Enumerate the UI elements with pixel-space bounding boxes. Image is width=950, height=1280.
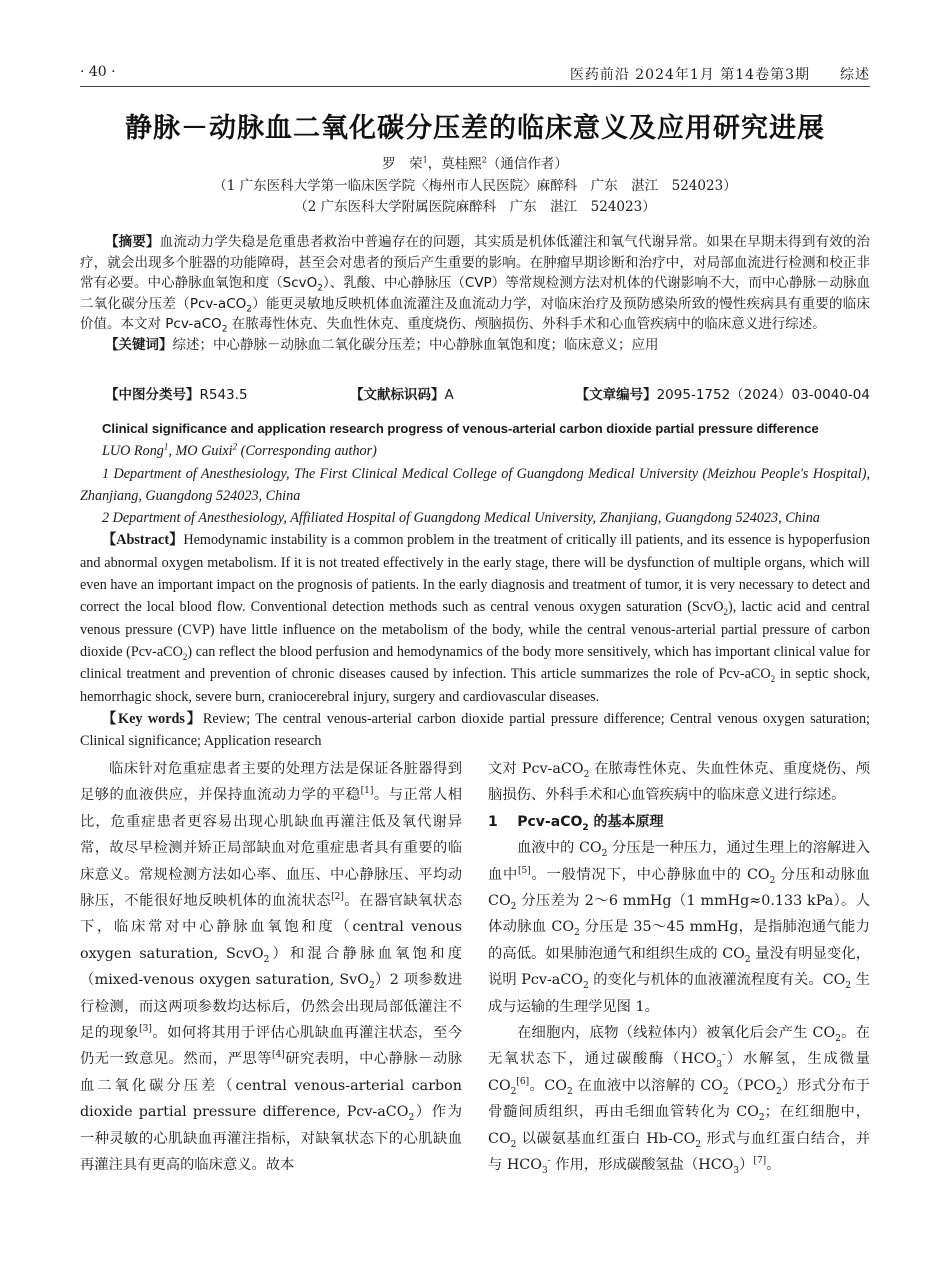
citation: [4]: [272, 1050, 285, 1061]
subscript: 2: [695, 1139, 702, 1150]
body-paragraph: [488, 756, 870, 809]
subscript: 2: [722, 1086, 729, 1097]
body-text: 。与正常人相比，危重症患者更容易出现心肌缺血再灌注低及氧代谢异常，故尽早检测并矫正局部缺血对危重症患者具有重要的临床意义。常规检测方法如心率、血压、中心静脉压、平均动脉压，不能很好地反映机体的血流状态: [80, 787, 463, 910]
authors-cn: [80, 154, 870, 174]
section-title: 的基本原理: [588, 813, 664, 830]
subscript: 2: [845, 981, 852, 992]
subscript: 2: [182, 651, 188, 662]
citation: [7]: [753, 1156, 767, 1167]
subscript: 2: [368, 981, 375, 992]
subscript: 2: [776, 1086, 782, 1097]
body-text: 。如何将其用于评估心肌缺血再灌注状态，至今仍无一致意见。然而，严思等: [80, 1025, 463, 1068]
body-text: ）和混合静脉血氧饱和度（mixed-venous oxygen saturation, SvO: [80, 945, 463, 989]
superscript: -: [722, 1050, 726, 1061]
clc-number: [105, 383, 248, 403]
body-text: 分压和动脉血 CO: [488, 866, 871, 910]
english-abstract-text: ) can reflect the blood perfusion and hemodynamics of the body more sensitively, which has important clinical value for clinical treatment and prevention of chronic diseases caused by infection. This article summarizes the role of Pcv-aCO: [80, 643, 870, 683]
english-title: Clinical significance and application research progress of venous-arterial carbon dioxide partial pressure difference: [102, 421, 819, 436]
english-author-1: LUO Rong: [102, 443, 164, 460]
author-2-affil-mark: 2: [481, 155, 487, 165]
subscript: 2: [317, 283, 324, 294]
citation: [5]: [518, 865, 531, 876]
english-abstract-text: in septic shock, hemorrhagic shock, severe burn, craniocerebral injury, surgery and cardiovascular diseases.: [80, 666, 870, 705]
clc-label: 【中图分类号】: [105, 387, 200, 403]
abstract-cn-text: 血流动力学失稳是危重患者救治中普遍存在的问题，其实质是机体低灌注和氧气代谢异常。如果在早期未得到有效的治疗，就会出现多个脏器的功能障碍，甚至会对患者的预后产生重要的影响。在肿瘤早期诊断和治疗中，对局部血流进行检测和校正非常有必要。中心静脉血氧饱和度（ScvO: [80, 234, 871, 292]
doc-code: [350, 383, 454, 403]
body-text: ）2 项参数进行检测，而这两项参数均达标后，仍然会出现局部低灌注不足的现象: [80, 972, 462, 1042]
clc-value: R543.5: [199, 387, 248, 403]
citation: [6]: [516, 1077, 530, 1088]
article-number-value: 2095-1752（2024）03-0040-04: [656, 387, 870, 403]
citation: [1]: [360, 786, 374, 797]
subscript: 2: [744, 954, 751, 965]
subscript: 2: [758, 1113, 765, 1124]
body-left-column: [80, 756, 462, 1179]
citation: [2]: [331, 892, 344, 903]
body-text: 。: [766, 1157, 781, 1174]
doc-value: A: [444, 387, 454, 403]
author-2: ，莫桂熙: [427, 156, 482, 172]
body-text: ）水解氢，生成微量 CO: [488, 1051, 870, 1094]
english-abstract-block: [80, 418, 870, 752]
body-text: 作用，形成碳酸氢盐（HCO: [550, 1157, 734, 1174]
body-text: 研究表明，中心静脉－动脉血二氧化碳分压差（central venous-arterial carbon dioxide partial pressure difference, Pcv-aCO: [80, 1051, 463, 1121]
body-text: ）作为一种灵敏的心肌缺血再灌注指标，对缺氧状态下的心肌缺血再灌注具有更高的临床意义。故本: [80, 1104, 462, 1174]
body-text: ；在红细胞中，CO: [488, 1104, 871, 1147]
body-text: 。一般情况下，中心静脉血中的 CO: [530, 866, 770, 883]
article-title: 静脉－动脉血二氧化碳分压差的临床意义及应用研究进展: [125, 113, 825, 144]
abstract-cn-text: 在脓毒性休克、失血性休克、重度烧伤、颅脑损伤、外科手术和心血管疾病中的临床意义进行综述。: [227, 316, 826, 333]
english-abstract-text: ), lactic acid and central venous pressure (CVP) have little influence on the metabolism of the body, while the central venous-arterial partial pressure of carbon dioxide (Pcv-aCO: [80, 599, 870, 660]
body-text: 临床针对危重症患者主要的处理方法是保证各脏器得到足够的血液供应，并保持血流动力学的平稳: [80, 761, 462, 804]
body-text: 的变化与机体的血液灌流程度有关。CO: [588, 972, 846, 989]
english-keywords-label: 【Key words】: [102, 710, 203, 727]
abstract-cn: [80, 232, 870, 356]
doc-label: 【文献标识码】: [350, 387, 445, 403]
subscript: 2: [835, 1033, 841, 1044]
subscript: 2: [582, 981, 589, 992]
subscript: 2: [582, 822, 589, 833]
english-authors: [80, 440, 870, 462]
body-paragraph: [80, 756, 462, 1179]
body-text: 在细胞内，底物（线粒体内）被氧化后会产生 CO: [517, 1025, 836, 1042]
page-number: · 40 ·: [80, 64, 116, 80]
subscript: 3: [541, 1165, 548, 1176]
body-text: ）: [739, 1157, 754, 1174]
body-paragraph: [488, 835, 870, 1020]
article-number-label: 【文章编号】: [575, 387, 657, 403]
english-affiliation-2: 2 Department of Anesthesiology, Affiliated Hospital of Guangdong Medical University, Zhanjiang, Guangdong 524023, China: [102, 510, 820, 527]
section-heading: [488, 809, 870, 835]
body-text: 以碳氨基血红蛋白 Hb-CO: [516, 1130, 696, 1147]
subscript: 2: [246, 304, 252, 315]
keywords-cn: 综述；中心静脉－动脉血二氧化碳分压差；中心静脉血氧饱和度；临床意义；应用: [172, 336, 659, 353]
subscript: 2: [566, 1086, 573, 1097]
journal-name: 医药前沿 2024年1月 第14卷第3期: [569, 67, 810, 83]
body-text: 在脓毒性休克、失血性休克、重度烧伤、颅脑损伤、外科手术和心血管疾病中的临床意义进行综述。: [488, 761, 871, 804]
body-text: 在血液中以溶解的 CO: [572, 1077, 723, 1094]
section-title: Pcv-aCO: [517, 813, 583, 830]
body-text: 量没有明显变化，说明 Pcv-aCO: [488, 945, 871, 989]
column-name: 综述: [840, 67, 870, 83]
subscript: 2: [263, 954, 270, 965]
affil-mark: 1: [163, 441, 169, 452]
affiliation-cn-2: （2 广东医科大学附属医院麻醉科 广东 湛江 524023）: [294, 199, 656, 215]
running-header: [80, 62, 870, 87]
english-affiliation-1: 1 Department of Anesthesiology, The First Clinical Medical College of Guangdong Medical University (Meizhou People's Hospital), Zhanjiang, Guangdong 524023, China: [80, 465, 870, 504]
subscript: 2: [510, 1139, 517, 1150]
body-text: 。在无氧状态下，通过碳酸酶（HCO: [488, 1025, 871, 1068]
subscript: 2: [408, 1113, 415, 1124]
subscript: 2: [221, 325, 228, 336]
abstract-cn-text: ）、乳酸、中心静脉压（CVP）等常规检测方法对机体的代谢影响不大，而中心静脉－动脉血二氧化碳分压差（Pcv-aCO: [80, 275, 870, 312]
english-abstract-text: Hemodynamic instability is a common problem in the treatment of critically ill patients, and its essence is hypoperfusion and abnormal oxygen metabolism. If it is not treated effectively in the early stage, there will be dysfunction of multiple organs, which will even have an important impact on the prognosis of patients. In the early diagnosis and treatment of tumor, it is very necessary to detect and correct the local blood flow. Conventional detection methods such as central venous oxygen saturation (ScvO: [80, 532, 870, 616]
body-text: 文对 Pcv-aCO: [488, 761, 584, 777]
affiliation-cn-1: （1 广东医科大学第一临床医学院〈梅州市人民医院〉麻醉科 广东 湛江 524023）: [213, 178, 737, 194]
english-abstract-label: 【Abstract】: [102, 532, 184, 549]
author-1: 罗 荣: [382, 156, 423, 172]
english-keywords-text: Review; The central venous-arterial carbon dioxide partial pressure difference; Central venous oxygen saturation; Clinical significance; Application research: [80, 710, 870, 750]
citation: [3]: [139, 1024, 152, 1035]
journal-info: [570, 64, 870, 84]
abstract-cn-label: 【摘要】: [105, 234, 160, 250]
affil-mark: 2: [232, 441, 238, 452]
body-text: 分压是一种压力，通过生理上的溶解进入血中: [488, 840, 870, 883]
superscript: -: [547, 1156, 551, 1167]
body-text: 血液中的 CO: [517, 840, 602, 857]
body-text: （PCO: [728, 1077, 777, 1094]
english-keywords: [80, 708, 870, 753]
classification-row: [80, 383, 870, 403]
subscript: 3: [716, 1060, 723, 1071]
subscript: 3: [733, 1165, 740, 1176]
abstract-cn-text: ）能更灵敏地反映机体血流灌注及血流动力学，对临床治疗及预防感染所致的慢性疾病具有重要的临床价值。本文对 Pcv-aCO: [80, 295, 871, 333]
subscript: 2: [574, 928, 580, 939]
body-text: 形式与血红蛋白结合，并与 HCO: [488, 1130, 871, 1174]
subscript: 2: [510, 901, 517, 912]
subscript: 2: [583, 769, 590, 780]
article-number: [576, 383, 870, 403]
subscript: 2: [510, 1086, 517, 1097]
body-text: 生成与运输的生理学见图 1。: [488, 972, 871, 1015]
body-text: 。在器官缺氧状态下，临床常对中心静脉血氧饱和度（central venous oxygen saturation, ScvO: [80, 893, 463, 962]
section-number: 1: [488, 813, 498, 830]
body-text: 。CO: [529, 1077, 567, 1094]
subscript: 2: [601, 849, 608, 860]
body-right-column: [488, 756, 870, 1179]
keywords-cn-label: 【关键词】: [105, 336, 173, 353]
subscript: 2: [770, 674, 776, 685]
body-text: 分压差为 2～6 mmHg（1 mmHg≈0.133 kPa）。人体动脉血 CO: [488, 893, 870, 936]
english-corresponding-note: (Corresponding author): [237, 443, 377, 460]
body-paragraph: [488, 1020, 870, 1178]
subscript: 2: [723, 607, 728, 618]
subscript: 2: [769, 875, 776, 886]
author-1-affil-mark: 1: [422, 155, 428, 165]
body-text: ）形式分布于骨髓间质组织，再由毛细血管转化为 CO: [488, 1077, 871, 1121]
corresponding-note: （通信作者）: [486, 156, 568, 172]
english-abstract: [80, 529, 870, 707]
body-text: 分压是 35～45 mmHg，是指肺泡通气能力的高低。如果肺泡通气和组织生成的 CO: [488, 919, 870, 962]
english-author-2: , MO Guixi: [168, 443, 233, 460]
